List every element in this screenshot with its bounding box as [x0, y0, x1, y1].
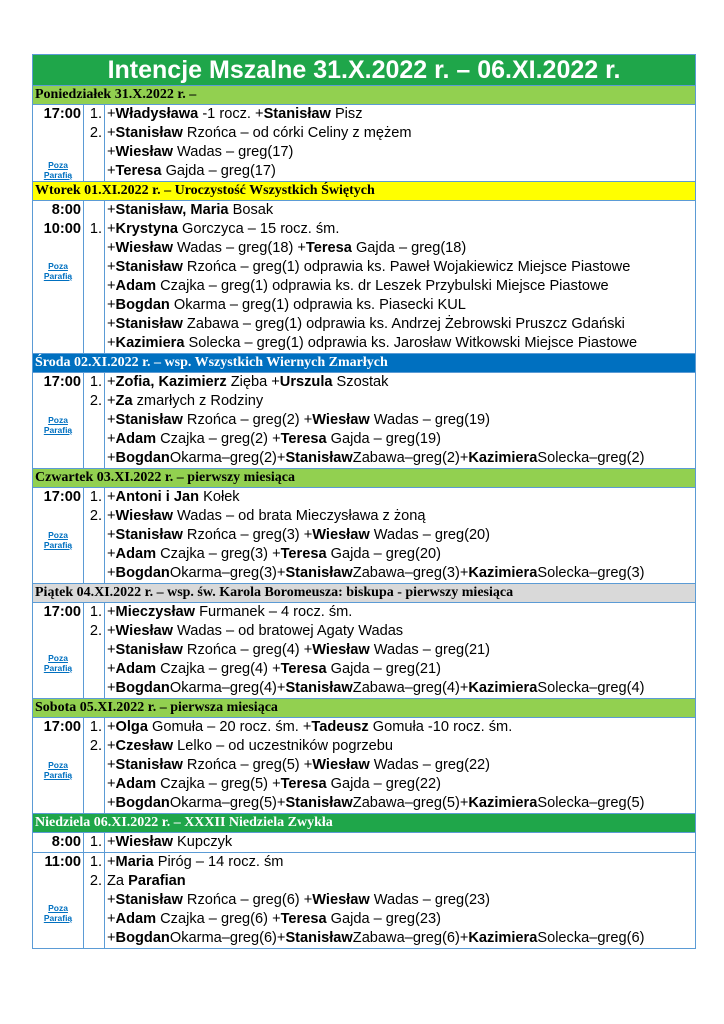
intention-line	[105, 660, 695, 679]
mass-time: 11:00	[44, 854, 81, 870]
intention-name: Wiesław	[312, 892, 370, 908]
intention-text: Rzońca – greg(5) +	[182, 757, 313, 773]
intention-text: +	[107, 163, 116, 179]
intention-name: Maria	[115, 854, 154, 870]
mass-time: 17:00	[43, 106, 81, 122]
outside-parish-line2: Parafią	[43, 425, 73, 435]
intention-name: Wiesław	[312, 642, 370, 658]
intention-text: +	[107, 527, 116, 543]
intention-text: Wadas – greg(23)	[369, 892, 491, 908]
intention-text: +	[107, 546, 116, 562]
outside-parish-line1: Poza	[48, 653, 68, 663]
intention-line	[105, 373, 695, 392]
intention-line	[105, 430, 695, 449]
intention-line	[105, 124, 695, 143]
intention-text: Solecka–greg(5)	[537, 795, 645, 811]
intention-line	[105, 162, 695, 181]
intention-line	[105, 296, 695, 315]
intention-text: Rzońca – greg(2) +	[182, 412, 313, 428]
intention-text: Rzońca – greg(6) +	[182, 892, 313, 908]
time-column	[33, 833, 84, 852]
mass-block	[33, 372, 695, 468]
intention-line	[105, 488, 695, 507]
intention-text: +	[107, 316, 116, 332]
outside-parish-line1: Poza	[48, 530, 68, 540]
intention-text: +	[107, 642, 116, 658]
intention-text: Czajka – greg(6) +	[156, 911, 281, 927]
intention-name: Wiesław	[312, 757, 370, 773]
intention-number: 1.	[89, 854, 102, 870]
intention-line	[105, 143, 695, 162]
outside-parish-note	[33, 760, 83, 780]
intention-text: +	[107, 297, 116, 313]
number-column	[84, 718, 105, 813]
intention-text: Gorczyca – 15 rocz. śm.	[178, 221, 340, 237]
intention-number: 2.	[89, 393, 102, 409]
intention-text: Gajda – greg(17)	[161, 163, 276, 179]
intention-text: Solecka–greg(3)	[537, 565, 645, 581]
intention-text: Gomuła -10 rocz. śm.	[368, 719, 513, 735]
outside-parish-note	[33, 653, 83, 673]
intention-name: Parafian	[128, 873, 186, 889]
intention-text: +	[107, 202, 116, 218]
intention-line	[105, 929, 695, 948]
mass-block	[33, 200, 695, 353]
intention-name: Bogdan	[115, 565, 170, 581]
intention-text: Rzońca – greg(4) +	[182, 642, 313, 658]
intention-number: 2.	[89, 508, 102, 524]
intention-line	[105, 411, 695, 430]
intention-name: Czesław	[115, 738, 174, 754]
mass-block	[33, 832, 695, 852]
intention-line	[105, 756, 695, 775]
number-column	[84, 488, 105, 583]
intention-line	[105, 315, 695, 334]
intention-name: Teresa	[280, 776, 327, 792]
mass-block	[33, 104, 695, 181]
mass-time: 10:00	[43, 221, 81, 237]
intention-text: Zabawa–greg(3)+	[352, 565, 469, 581]
intention-text: Zabawa–greg(5)+	[352, 795, 469, 811]
intention-column	[105, 833, 695, 852]
intention-column	[105, 373, 695, 468]
outside-parish-note	[33, 530, 83, 550]
intention-column	[105, 603, 695, 698]
intention-name: Za	[115, 393, 133, 409]
intention-number	[84, 201, 104, 220]
intention-text: +	[107, 125, 116, 141]
mass-block	[33, 487, 695, 583]
intention-name: Wiesław	[115, 240, 173, 256]
number-column	[84, 603, 105, 698]
intention-name: Stanisław	[285, 565, 353, 581]
intention-text: +	[107, 431, 116, 447]
intention-text: Okarma–greg(3)+	[169, 565, 286, 581]
intention-text: Kupczyk	[173, 834, 233, 850]
intention-text: +	[107, 719, 116, 735]
time-column	[33, 373, 84, 468]
intention-name: Bogdan	[115, 450, 170, 466]
intention-name: Stanisław	[285, 795, 353, 811]
intention-text: +	[107, 854, 116, 870]
intention-column	[105, 853, 695, 948]
intention-name: Wiesław	[115, 623, 173, 639]
intention-line	[105, 392, 695, 411]
intention-text: Okarma – greg(1) odprawia ks. Piasecki KUL	[169, 297, 466, 313]
intention-name: Wiesław	[312, 412, 370, 428]
intention-column	[105, 201, 695, 353]
outside-parish-note	[33, 903, 83, 923]
mass-time: 8:00	[51, 834, 81, 850]
intention-line	[105, 679, 695, 698]
page-title: Intencje Mszalne 31.X.2022 r. – 06.XI.2022 r.	[33, 55, 695, 85]
intention-number: 2.	[89, 125, 102, 141]
intention-name: Władysława	[115, 106, 199, 122]
intention-text: +	[107, 892, 116, 908]
intention-name: Kazimiera	[468, 450, 538, 466]
intention-name: Stanisław	[285, 450, 353, 466]
intention-name: Zofia, Kazimierz	[115, 374, 227, 390]
intention-name: Kazimiera	[115, 335, 185, 351]
intention-text: +	[107, 738, 116, 754]
intention-name: Adam	[115, 278, 157, 294]
intention-text: Gajda – greg(18)	[351, 240, 467, 256]
intention-text: Wadas – greg(20)	[369, 527, 491, 543]
day-header-monday: Poniedziałek 31.X.2022 r. –	[33, 85, 695, 104]
intention-text: Furmanek – 4 rocz. śm.	[195, 604, 353, 620]
intention-name: Adam	[115, 911, 157, 927]
intention-number: 1.	[89, 604, 102, 620]
intention-text: +	[107, 795, 116, 811]
intention-text: +	[107, 565, 116, 581]
intention-text: Okarma–greg(2)+	[169, 450, 286, 466]
intention-text: Wadas – greg(21)	[369, 642, 491, 658]
intention-text: Wadas – od bratowej Agaty Wadas	[173, 623, 404, 639]
intention-name: Tadeusz	[311, 719, 369, 735]
intention-text: Solecka–greg(4)	[537, 680, 645, 696]
intention-text: +	[107, 221, 116, 237]
intention-line	[105, 641, 695, 660]
intention-text: Czajka – greg(4) +	[156, 661, 281, 677]
mass-time: 17:00	[43, 604, 81, 620]
intention-name: Bogdan	[115, 297, 170, 313]
intention-text: Czajka – greg(5) +	[156, 776, 281, 792]
intention-name: Stanisław	[285, 680, 353, 696]
intention-name: Stanisław	[115, 642, 183, 658]
intention-text: Piróg – 14 rocz. śm	[153, 854, 284, 870]
intention-name: Stanisław	[115, 412, 183, 428]
intention-number: 1.	[89, 834, 102, 850]
intention-text: Kołek	[199, 489, 240, 505]
intention-text: +	[107, 393, 116, 409]
intention-line	[105, 622, 695, 641]
outside-parish-line1: Poza	[48, 415, 68, 425]
intention-column	[105, 105, 695, 181]
intention-name: Bogdan	[115, 795, 170, 811]
number-column	[84, 201, 105, 353]
intention-number: 1.	[89, 221, 102, 237]
intention-text: Gomuła – 20 rocz. śm. +	[147, 719, 312, 735]
intention-text: +	[107, 278, 116, 294]
intention-text: Za	[107, 873, 129, 889]
day-header-saturday: Sobota 05.XI.2022 r. – pierwsza miesiąca	[33, 698, 695, 717]
intention-text: Rzońca – greg(3) +	[182, 527, 313, 543]
intention-text: Lelko – od uczestników pogrzebu	[173, 738, 393, 754]
intention-line	[105, 853, 695, 872]
number-column	[84, 105, 105, 181]
intention-name: Stanisław	[115, 527, 183, 543]
intention-name: Adam	[115, 661, 157, 677]
intention-name: Teresa	[305, 240, 352, 256]
intention-text: +	[107, 106, 116, 122]
intention-name: Bogdan	[115, 930, 170, 946]
intention-text: Pisz	[330, 106, 363, 122]
intention-text: Rzońca – greg(1) odprawia ks. Paweł Wojakiewicz Miejsce Piastowe	[182, 259, 631, 275]
intention-text: Gajda – greg(23)	[326, 911, 441, 927]
intention-line	[105, 910, 695, 929]
intention-name: Kazimiera	[468, 930, 538, 946]
intention-text: +	[107, 412, 116, 428]
outside-parish-line1: Poza	[48, 160, 68, 170]
intention-text: +	[107, 911, 116, 927]
intention-text: +	[107, 259, 116, 275]
intention-text: Czajka – greg(3) +	[156, 546, 281, 562]
intention-line	[105, 545, 695, 564]
time-column	[33, 853, 84, 948]
intention-name: Wiesław	[115, 508, 173, 524]
intention-line	[105, 449, 695, 468]
intention-text: Zięba +	[226, 374, 280, 390]
intention-line	[105, 201, 695, 220]
intention-text: +	[107, 757, 116, 773]
intention-text: Wadas – greg(18) +	[173, 240, 306, 256]
intention-text: +	[107, 930, 116, 946]
number-column	[84, 833, 105, 852]
intention-name: Wiesław	[115, 144, 173, 160]
intention-text: Wadas – greg(19)	[369, 412, 491, 428]
mass-time: 8:00	[51, 202, 81, 218]
intention-text: Solecka – greg(1) odprawia ks. Jarosław Witkowski Miejsce Piastowe	[184, 335, 638, 351]
intention-name: Wiesław	[312, 527, 370, 543]
time-column	[33, 718, 84, 813]
intention-line	[105, 258, 695, 277]
intention-line	[105, 220, 695, 239]
intention-text: Zabawa–greg(2)+	[352, 450, 469, 466]
intention-number: 2.	[89, 623, 102, 639]
intention-text: +	[107, 450, 116, 466]
intention-name: Antoni i Jan	[115, 489, 200, 505]
intention-name: Kazimiera	[468, 680, 538, 696]
intention-name: Wiesław	[115, 834, 173, 850]
intention-text: +	[107, 776, 116, 792]
intention-text: Okarma–greg(6)+	[169, 930, 286, 946]
intention-line	[105, 891, 695, 910]
intention-text: Bosak	[228, 202, 274, 218]
intention-text: Wadas – greg(22)	[369, 757, 491, 773]
intention-text: Rzońca – od córki Celiny z mężem	[182, 125, 412, 141]
day-header-friday: Piątek 04.XI.2022 r. – wsp. św. Karola Boromeusza: biskupa - pierwszy miesiąca	[33, 583, 695, 602]
intention-name: Stanisław	[115, 125, 183, 141]
intention-name: Teresa	[280, 431, 327, 447]
intention-name: Teresa	[280, 546, 327, 562]
mass-time: 17:00	[43, 719, 81, 735]
mass-block	[33, 602, 695, 698]
intention-text: Okarma–greg(5)+	[169, 795, 286, 811]
intention-number: 1.	[89, 106, 102, 122]
intention-name: Stanisław, Maria	[115, 202, 229, 218]
intention-text: -1 rocz. +	[198, 106, 264, 122]
mass-time: 17:00	[43, 489, 81, 505]
intention-name: Teresa	[280, 911, 327, 927]
intention-line	[105, 277, 695, 296]
intention-number: 1.	[89, 374, 102, 390]
intention-name: Stanisław	[115, 259, 183, 275]
time-column	[33, 603, 84, 698]
time-column	[33, 105, 84, 181]
intention-text: +	[107, 508, 116, 524]
intention-line	[105, 526, 695, 545]
intention-name: Stanisław	[115, 316, 183, 332]
intention-text: +	[107, 623, 116, 639]
day-header-wednesday: Środa 02.XI.2022 r. – wsp. Wszystkich Wiernych Zmarłych	[33, 353, 695, 372]
time-column	[33, 488, 84, 583]
intention-name: Kazimiera	[468, 795, 538, 811]
intention-name: Teresa	[280, 661, 327, 677]
intention-text: +	[107, 144, 116, 160]
intention-text: Zabawa–greg(6)+	[352, 930, 469, 946]
intention-text: Czajka – greg(2) +	[156, 431, 281, 447]
intention-text: +	[107, 374, 116, 390]
mass-block	[33, 717, 695, 813]
intention-text: Zabawa–greg(4)+	[352, 680, 469, 696]
intention-name: Adam	[115, 431, 157, 447]
intention-line	[105, 737, 695, 756]
intention-name: Stanisław	[115, 757, 183, 773]
intention-text: Zabawa – greg(1) odprawia ks. Andrzej Żebrowski Pruszcz Gdański	[182, 316, 625, 332]
intention-text: +	[107, 834, 116, 850]
intention-line	[105, 507, 695, 526]
intention-text: Szostak	[332, 374, 389, 390]
intention-text: Gajda – greg(19)	[326, 431, 441, 447]
intention-line	[105, 872, 695, 891]
outside-parish-line2: Parafią	[43, 271, 73, 281]
intention-line	[105, 794, 695, 813]
intention-text: +	[107, 661, 116, 677]
intention-name: Teresa	[115, 163, 162, 179]
intention-name: Bogdan	[115, 680, 170, 696]
outside-parish-line2: Parafią	[43, 770, 73, 780]
intention-column	[105, 488, 695, 583]
intention-line	[105, 718, 695, 737]
intention-text: zmarłych z Rodziny	[132, 393, 264, 409]
intention-column	[105, 718, 695, 813]
intention-number: 1.	[89, 719, 102, 735]
intention-name: Mieczysław	[115, 604, 196, 620]
outside-parish-note	[33, 261, 83, 281]
intention-text: Wadas – od brata Mieczysława z żoną	[173, 508, 426, 524]
outside-parish-note	[33, 160, 83, 180]
day-header-thursday: Czwartek 03.XI.2022 r. – pierwszy miesiąca	[33, 468, 695, 487]
intention-text: Gajda – greg(21)	[326, 661, 441, 677]
mass-block	[33, 852, 695, 948]
outside-parish-line2: Parafią	[43, 170, 73, 180]
intention-line	[105, 334, 695, 353]
outside-parish-line2: Parafią	[43, 540, 73, 550]
intention-text: Solecka–greg(6)	[537, 930, 645, 946]
outside-parish-line1: Poza	[48, 261, 68, 271]
intention-text: +	[107, 335, 116, 351]
intention-number: 2.	[89, 873, 102, 889]
number-column	[84, 373, 105, 468]
time-column	[33, 201, 84, 353]
intention-line	[105, 603, 695, 622]
mass-intentions-table	[32, 54, 696, 949]
mass-time: 17:00	[43, 374, 81, 390]
intention-name: Olga	[115, 719, 148, 735]
intention-name: Krystyna	[115, 221, 178, 237]
intention-text: Gajda – greg(20)	[326, 546, 441, 562]
outside-parish-line2: Parafią	[43, 913, 73, 923]
intention-name: Kazimiera	[468, 565, 538, 581]
intention-name: Adam	[115, 546, 157, 562]
day-header-tuesday: Wtorek 01.XI.2022 r. – Uroczystość Wszystkich Świętych	[33, 181, 695, 200]
outside-parish-line2: Parafią	[43, 663, 73, 673]
day-header-sunday: Niedziela 06.XI.2022 r. – XXXII Niedziela Zwykła	[33, 813, 695, 832]
intention-name: Stanisław	[263, 106, 331, 122]
outside-parish-line1: Poza	[48, 903, 68, 913]
intention-text: +	[107, 604, 116, 620]
intention-name: Urszula	[279, 374, 333, 390]
intention-text: +	[107, 240, 116, 256]
intention-line	[105, 775, 695, 794]
intention-text: +	[107, 680, 116, 696]
intention-text: Wadas – greg(17)	[173, 144, 294, 160]
intention-name: Stanisław	[285, 930, 353, 946]
intention-line	[105, 833, 695, 852]
intention-number: 1.	[89, 489, 102, 505]
intention-text: Czajka – greg(1) odprawia ks. dr Leszek Przybulski Miejsce Piastowe	[156, 278, 609, 294]
intention-name: Adam	[115, 776, 157, 792]
intention-line	[105, 564, 695, 583]
intention-text: Gajda – greg(22)	[326, 776, 441, 792]
intention-text: +	[107, 489, 116, 505]
intention-line	[105, 105, 695, 124]
intention-number: 2.	[89, 738, 102, 754]
outside-parish-note	[33, 415, 83, 435]
number-column	[84, 853, 105, 948]
intention-name: Stanisław	[115, 892, 183, 908]
intention-line	[105, 239, 695, 258]
outside-parish-line1: Poza	[48, 760, 68, 770]
intention-text: Okarma–greg(4)+	[169, 680, 286, 696]
intention-text: Solecka–greg(2)	[537, 450, 645, 466]
